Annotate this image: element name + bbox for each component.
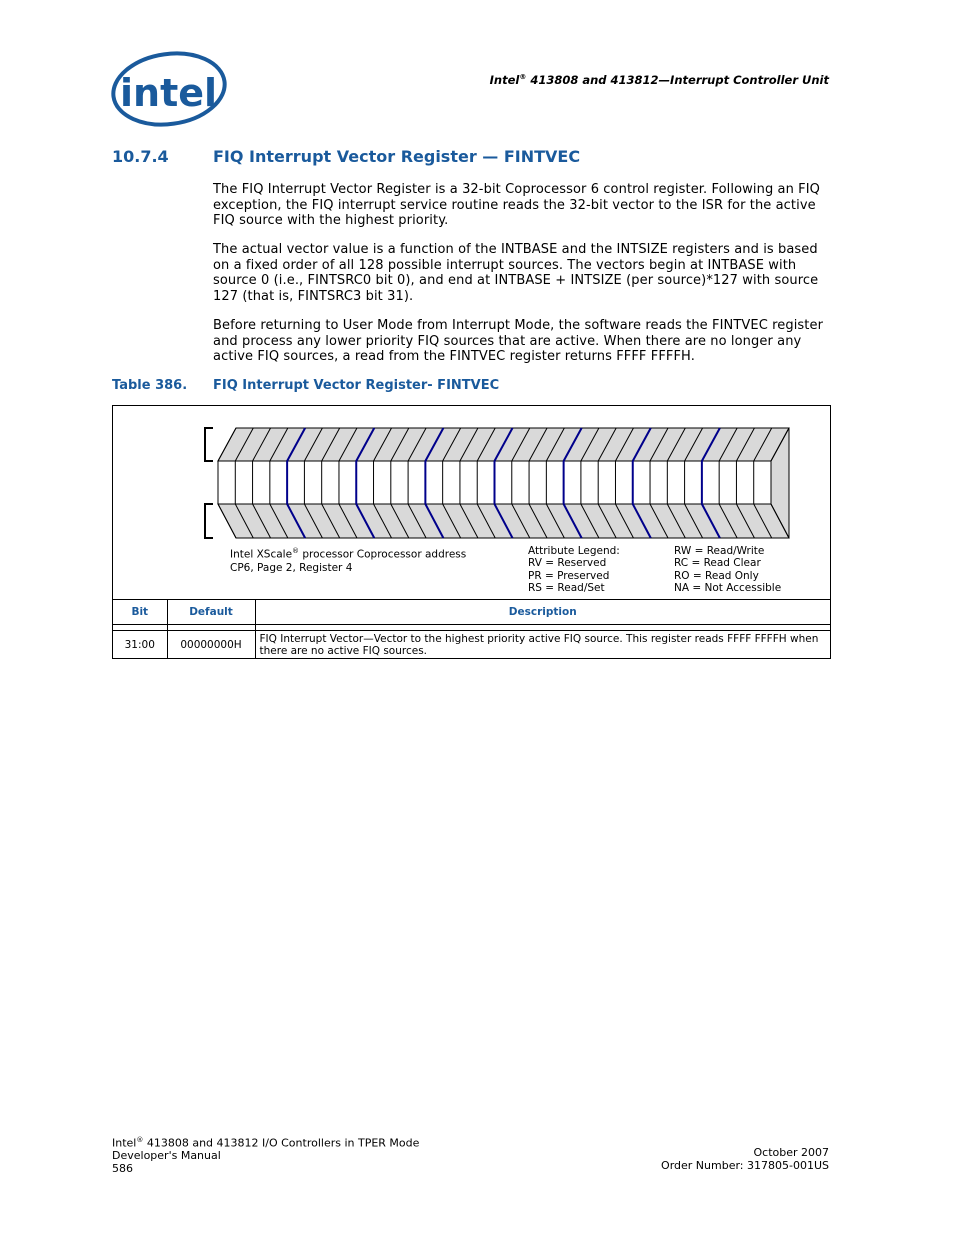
body-paragraph: The FIQ Interrupt Vector Register is a 32-bit Coprocessor 6 control register. Following an FIQ exception, the FIQ interrupt service routine reads the 32-bit vector to the ISR for the active FIQ source with the highest priority. (213, 182, 821, 228)
coprocessor-address-line1: Intel XScale® processor Coprocessor address (230, 547, 467, 561)
body-paragraph: The actual vector value is a function of the INTBASE and the INTSIZE registers and is based on a fixed order of all 128 possible interrupt sources. The vectors begin at INTBASE with source 0 (i.e., FINTSRC0 bit 0), and end at INTBASE + INTSIZE (per source)*127 with source 127 (that is, FINTSRC3 bit 31). (213, 242, 819, 304)
top-bracket (205, 428, 213, 461)
intel-logo-text: intel (120, 71, 218, 115)
footer-doc-type: Developer's Manual (112, 1149, 221, 1163)
footer-order-number: Order Number: 317805-001US (661, 1158, 829, 1172)
running-header: Intel® 413808 and 413812—Interrupt Controller Unit (489, 73, 829, 87)
footer-left (112, 1134, 419, 1175)
footer-doc-title: Intel® 413808 and 413812 I/O Controllers in TPER Mode (112, 1136, 420, 1150)
body-paragraph: Before returning to User Mode from Interrupt Mode, the software reads the FINTVEC register and process any lower priority FIQ sources that are active. When there are no longer any active FIQ sources, a read from the FINTVEC register returns FFFF FFFFH. (213, 318, 824, 364)
legend-entry: RS = Read/Set (528, 581, 605, 594)
footer-right (600, 1147, 829, 1172)
legend-entry: RW = Read/Write (674, 545, 765, 557)
table-header-row (113, 600, 830, 625)
section-heading (112, 147, 580, 166)
page-number: 586 (112, 1161, 133, 1175)
register-table (112, 405, 831, 659)
legend-entry: NA = Not Accessible (674, 581, 782, 594)
legend-entry: RV = Reserved (528, 557, 607, 570)
section-number: 10.7.4 (112, 147, 169, 166)
intel-logo (110, 50, 228, 128)
table-caption (112, 378, 499, 393)
bit-range: 31:00 (113, 631, 167, 659)
table-number: Table 386. (112, 378, 188, 393)
column-header-description: Description (255, 600, 830, 625)
legend-entry: RO = Read Only (674, 569, 759, 582)
coprocessor-address-line2: CP6, Page 2, Register 4 (230, 562, 353, 574)
bottom-bracket (205, 504, 213, 538)
legend-entry: PR = Preserved (528, 569, 610, 582)
section-title: FIQ Interrupt Vector Register — FINTVEC (213, 147, 581, 166)
bit-description-table (113, 599, 830, 658)
attribute-legend-left (528, 545, 620, 594)
footer-date: October 2007 (753, 1146, 829, 1159)
default-value: 00000000H (167, 631, 255, 659)
bit-description: FIQ Interrupt Vector—Vector to the highest priority active FIQ source. This register reads FFFF FFFFH when there are no active FIQ sources. (259, 632, 819, 657)
legend-entry: RC = Read Clear (674, 557, 761, 570)
table-title: FIQ Interrupt Vector Register- FINTVEC (213, 378, 500, 393)
table-row (113, 631, 830, 659)
column-header-default: Default (167, 600, 255, 625)
column-header-bit: Bit (113, 600, 167, 625)
attribute-legend-right (674, 545, 781, 594)
legend-title: Attribute Legend: (528, 545, 620, 557)
